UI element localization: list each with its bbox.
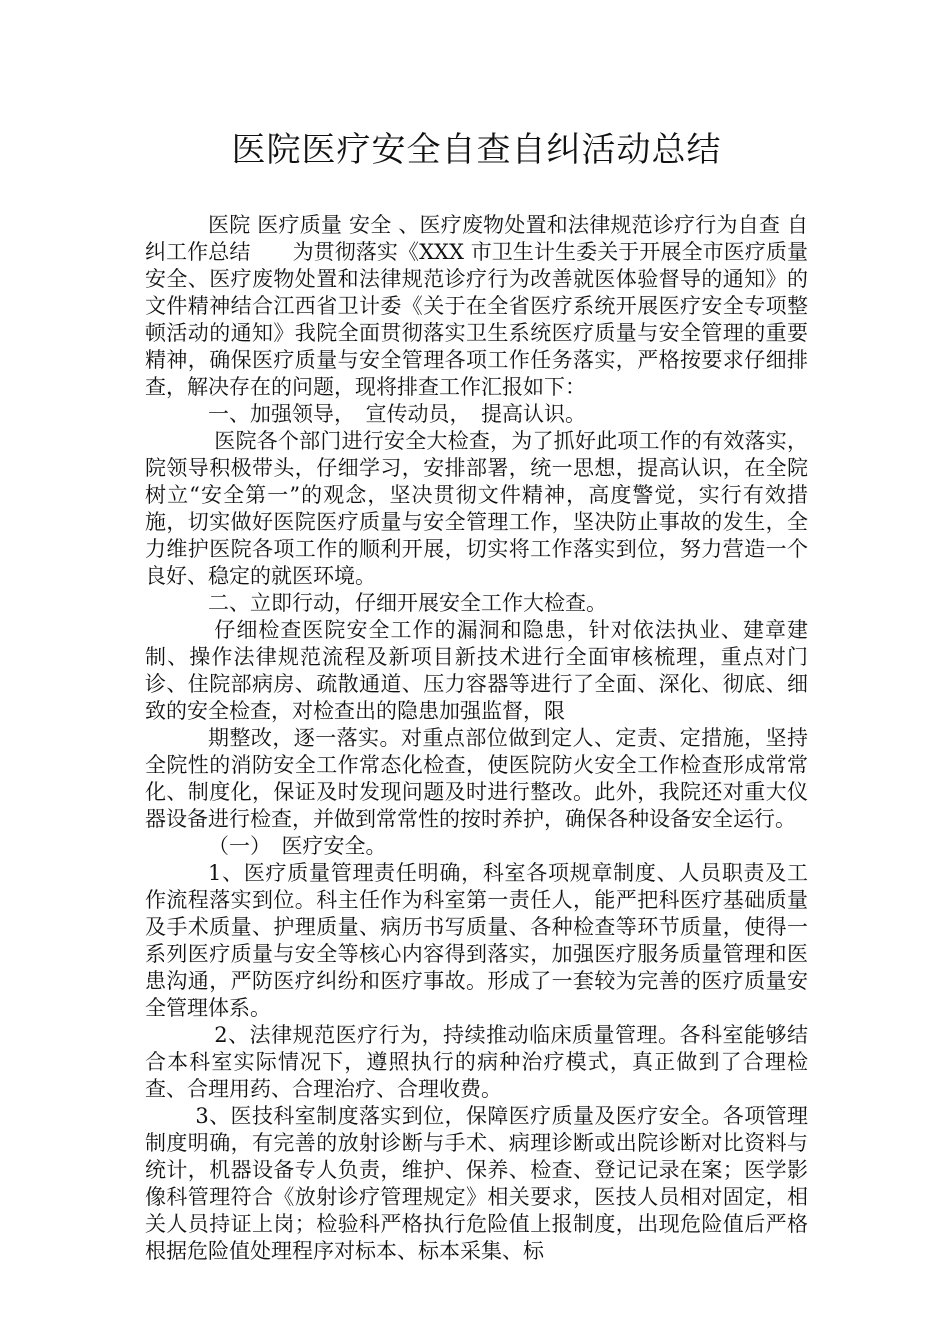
intro-paragraph: 医院 医疗质量 安全 、医疗废物处置和法律规范诊疗行为自查 自纠工作总结 为贯彻落实《XXX 市卫生计生委关于开展全市医疗质量安全、医疗废物处置和法律规范诊疗行为改善就医体验督导的通知》的文件精神结合江西省卫计委《关于在全省医疗系统开展医疗安全专项整顿活动的通知》我院全面贯彻落实卫生系统医疗质量与安全管理的重要精神，确保医疗质量与安全管理各项工作任务落实，严格按要求仔细排查，解决存在的问题，现将排查工作汇报如下： [145,213,808,399]
list-paragraph-2: 2、法律规范医疗行为，持续推动临床质量管理。各科室能够结合本科室实际情况下，遵照执行的病种治疗模式，真正做到了合理检查、合理用药、合理治疗、合理收费。 [145,1023,808,1101]
document-title: 医院医疗安全自查自纠活动总结 [231,130,722,170]
document-body [145,212,808,1265]
body-paragraph-1: 医院各个部门进行安全大检查，为了抓好此项工作的有效落实，院领导积极带头，仔细学习，安排部署，统一思想，提高认识，在全院树立“安全第一”的观念，坚决贯彻文件精神，高度警觉，实行有效措施，切实做好医院医疗质量与安全管理工作，坚决防止事故的发生，全力维护医院各项工作的顺利开展，切实将工作落实到位，努力营造一个良好、稳定的就医环境。 [145,429,808,588]
body-paragraph-3: 期整改，逐一落实。对重点部位做到定人、定责、定措施，坚持全院性的消防安全工作常态化检查，使医院防火安全工作检查形成常常化、制度化，保证及时发现问题及时进行整改。此外，我院还对重大仪器设备进行检查，并做到常常性的按时养护，确保各种设备安全运行。 [145,726,808,831]
list-paragraph-1: 1、医疗质量管理责任明确，科室各项规章制度、人员职责及工作流程落实到位。科主任作为科室第一责任人，能严把科医疗基础质量及手术质量、护理质量、病历书写质量、各种检查等环节质量，使得一系列医疗质量与安全等核心内容得到落实，加强医疗服务质量管理和医患沟通，严防医疗纠纷和医疗事故。形成了一套较为完善的医疗质量安全管理体系。 [145,861,808,1020]
body-paragraph-2: 仔细检查医院安全工作的漏洞和隐患，针对依法执业、建章建制、操作法律规范流程及新项目新技术进行全面审核梳理，重点对门诊、住院部病房、疏散通道、压力容器等进行了全面、深化、彻底、细致的安全检查，对检查出的隐患加强监督，限 [145,618,808,723]
section-heading-2: 二、立即行动，仔细开展安全工作大检查。 [208,591,607,615]
subsection-heading-1: （一） 医疗安全。 [208,834,387,858]
section-heading-1: 一、加强领导， 宣传动员， 提高认识。 [208,402,586,426]
list-paragraph-3: 3、医技科室制度落实到位，保障医疗质量及医疗安全。各项管理制度明确，有完善的放射诊断与手术、病理诊断或出院诊断对比资料与统计，机器设备专人负责，维护、保养、检查、登记记录在案；医学影像科管理符合《放射诊疗管理规定》相关要求，医技人员相对固定，相关人员持证上岗；检验科严格执行危险值上报制度，出现危险值后严格根据危险值处理程序对标本、标本采集、标 [145,1104,808,1263]
